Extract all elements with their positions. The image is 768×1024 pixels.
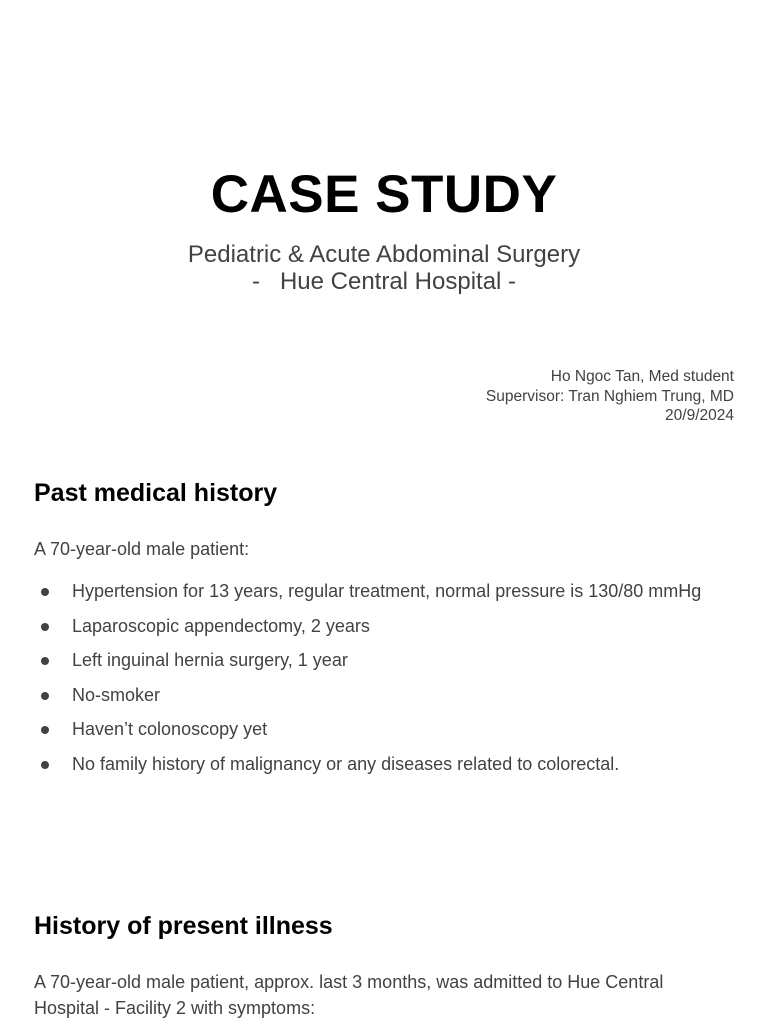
bullet-icon (41, 588, 49, 596)
list-item (34, 678, 724, 713)
document-title: CASE STUDY (210, 165, 558, 224)
section-heading-present-illness: History of present illness (34, 912, 333, 940)
section-heading-past-history: Past medical history (34, 479, 278, 507)
past-history-intro: A 70-year-old male patient: (34, 539, 250, 559)
bullet-icon (41, 761, 49, 769)
document-subtitle (0, 241, 768, 295)
list-item-text: Left inguinal hernia surgery, 1 year (72, 650, 348, 670)
document-date: 20/9/2024 (665, 407, 734, 424)
list-item (34, 747, 724, 782)
supervisor-name: Supervisor: Tran Nghiem Trung, MD (485, 387, 734, 405)
past-history-list (34, 574, 724, 781)
author-name: Ho Ngoc Tan, Med student (550, 368, 734, 385)
list-item-text: Laparoscopic appendectomy, 2 years (72, 615, 370, 636)
bullet-icon (41, 692, 49, 700)
bullet-icon (41, 623, 49, 631)
subtitle-department: Pediatric & Acute Abdominal Surgery (187, 241, 581, 268)
list-item-text: No family history of malignancy or any diseases related to colorectal. (72, 753, 620, 774)
list-item-text: No-smoker (72, 684, 161, 705)
list-item (34, 609, 724, 644)
list-item (34, 574, 724, 609)
bullet-icon (41, 657, 49, 665)
list-item-text: Hypertension for 13 years, regular treatment, normal pressure is 130/80 mmHg (72, 581, 702, 601)
present-illness-text: A 70-year-old male patient, approx. last 3 months, was admitted to Hue Central Hospital - Facility 2 with symptoms: (34, 972, 664, 1018)
author-block (486, 367, 734, 426)
list-item (34, 712, 724, 747)
subtitle-hospital: - Hue Central Hospital - (251, 268, 517, 295)
bullet-icon (41, 726, 49, 734)
list-item (34, 643, 724, 678)
list-item-text: Haven’t colonoscopy yet (72, 719, 268, 739)
